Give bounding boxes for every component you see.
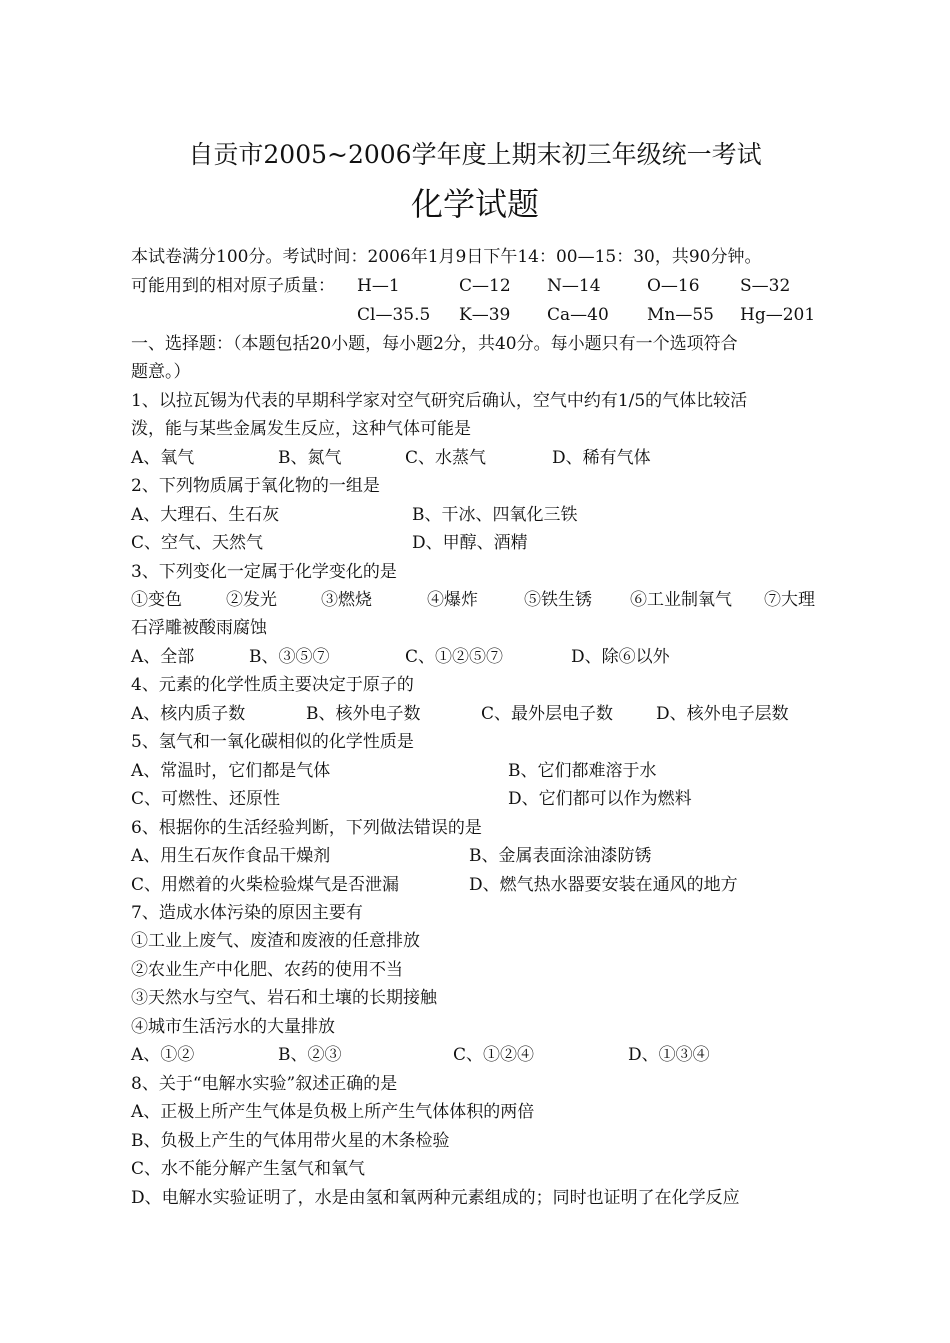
atomic-mass: Ca—40 — [547, 305, 609, 325]
option: B、核外电子数 — [306, 704, 421, 724]
atomic-mass: H—1 — [357, 276, 400, 296]
option: D、电解水实验证明了，水是由氢和氧两种元素组成的；同时也证明了在化学反应 — [131, 1188, 740, 1208]
option: C、用燃着的火柴检验煤气是否泄漏 — [131, 875, 400, 895]
option: A、全部 — [131, 647, 195, 667]
section-heading-cont: 题意。） — [131, 362, 191, 382]
option: C、空气、天然气 — [131, 533, 264, 553]
option: C、①②⑤⑦ — [405, 647, 504, 667]
option: D、稀有气体 — [552, 448, 651, 468]
option: B、负极上产生的气体用带火星的木条检验 — [131, 1131, 450, 1151]
option: A、核内质子数 — [131, 704, 246, 724]
statement-item: ①变色 — [131, 590, 182, 610]
option: C、水不能分解产生氢气和氧气 — [131, 1159, 366, 1179]
atomic-mass: Cl—35.5 — [357, 305, 431, 325]
atomic-mass: C—12 — [459, 276, 511, 296]
question-stem: 6、根据你的生活经验判断，下列做法错误的是 — [131, 818, 482, 838]
exam-title: 自贡市2005~2006学年度上期末初三年级统一考试 — [188, 140, 762, 169]
question-stem: 5、氢气和一氧化碳相似的化学性质是 — [131, 732, 414, 752]
statement-item: ⑤铁生锈 — [524, 590, 592, 610]
option: D、除⑥以外 — [571, 647, 670, 667]
option: D、它们都可以作为燃料 — [508, 789, 692, 809]
option: A、正极上所产生气体是负极上所产生气体体积的两倍 — [131, 1102, 535, 1122]
option: A、氧气 — [131, 448, 195, 468]
statement-item: ②农业生产中化肥、农药的使用不当 — [131, 960, 403, 980]
option: C、最外层电子数 — [481, 704, 614, 724]
option: D、燃气热水器要安装在通风的地方 — [469, 875, 738, 895]
question-stem: 4、元素的化学性质主要决定于原子的 — [131, 675, 414, 695]
atomic-mass: Hg—201 — [740, 305, 816, 325]
option: B、金属表面涂油漆防锈 — [469, 846, 652, 866]
option: D、核外电子层数 — [656, 704, 789, 724]
statement-item: ③天然水与空气、岩石和土壤的长期接触 — [131, 988, 437, 1008]
exam-subtitle: 化学试题 — [410, 185, 539, 223]
atomic-mass: S—32 — [740, 276, 791, 296]
question-stem: 7、造成水体污染的原因主要有 — [131, 903, 363, 923]
statement-item: ④爆炸 — [427, 590, 478, 610]
option: D、①③④ — [628, 1045, 710, 1065]
option: B、它们都难溶于水 — [508, 761, 657, 781]
question-stem-cont: 泼，能与某些金属发生反应，这种气体可能是 — [131, 419, 471, 439]
section-heading: 一、选择题：（本题包括20小题，每小题2分，共40分。每小题只有一个选项符合 — [131, 334, 738, 354]
option: B、氮气 — [278, 448, 342, 468]
exam-info: 本试卷满分100分。考试时间：2006年1月9日下午14：00—15：30，共90分钟。 — [131, 247, 762, 267]
option: C、①②④ — [453, 1045, 535, 1065]
statement-item: ④城市生活污水的大量排放 — [131, 1017, 335, 1037]
option: A、大理石、生石灰 — [131, 505, 280, 525]
question-stem: 8、关于“电解水实验”叙述正确的是 — [131, 1074, 398, 1094]
atomic-mass: N—14 — [547, 276, 601, 296]
option: B、干冰、四氧化三铁 — [412, 505, 578, 525]
statement-item: ①工业上废气、废渣和废液的任意排放 — [131, 931, 420, 951]
option: B、②③ — [278, 1045, 342, 1065]
option: C、可燃性、还原性 — [131, 789, 281, 809]
question-stem: 3、下列变化一定属于化学变化的是 — [131, 562, 397, 582]
option: D、甲醇、酒精 — [412, 533, 528, 553]
question-stem: 2、下列物质属于氧化物的一组是 — [131, 476, 380, 496]
option: B、③⑤⑦ — [249, 647, 330, 667]
atomic-mass: O—16 — [647, 276, 700, 296]
question-stem: 1、以拉瓦锡为代表的早期科学家对空气研究后确认，空气中约有1/5的气体比较活 — [131, 391, 748, 411]
option: A、①② — [131, 1045, 195, 1065]
atomic-mass: K—39 — [459, 305, 511, 325]
option: A、常温时，它们都是气体 — [131, 761, 331, 781]
statement-item: ⑥工业制氧气 — [630, 590, 732, 610]
option: C、水蒸气 — [405, 448, 487, 468]
statement-item: ⑦大理 — [764, 590, 815, 610]
atomic-mass: Mn—55 — [647, 305, 714, 325]
statement-item-cont: 石浮雕被酸雨腐蚀 — [131, 618, 267, 638]
statement-item: ③燃烧 — [321, 590, 372, 610]
statement-item: ②发光 — [226, 590, 277, 610]
atomic-mass-label: 可能用到的相对原子质量： — [131, 276, 335, 296]
option: A、用生石灰作食品干燥剂 — [131, 846, 331, 866]
